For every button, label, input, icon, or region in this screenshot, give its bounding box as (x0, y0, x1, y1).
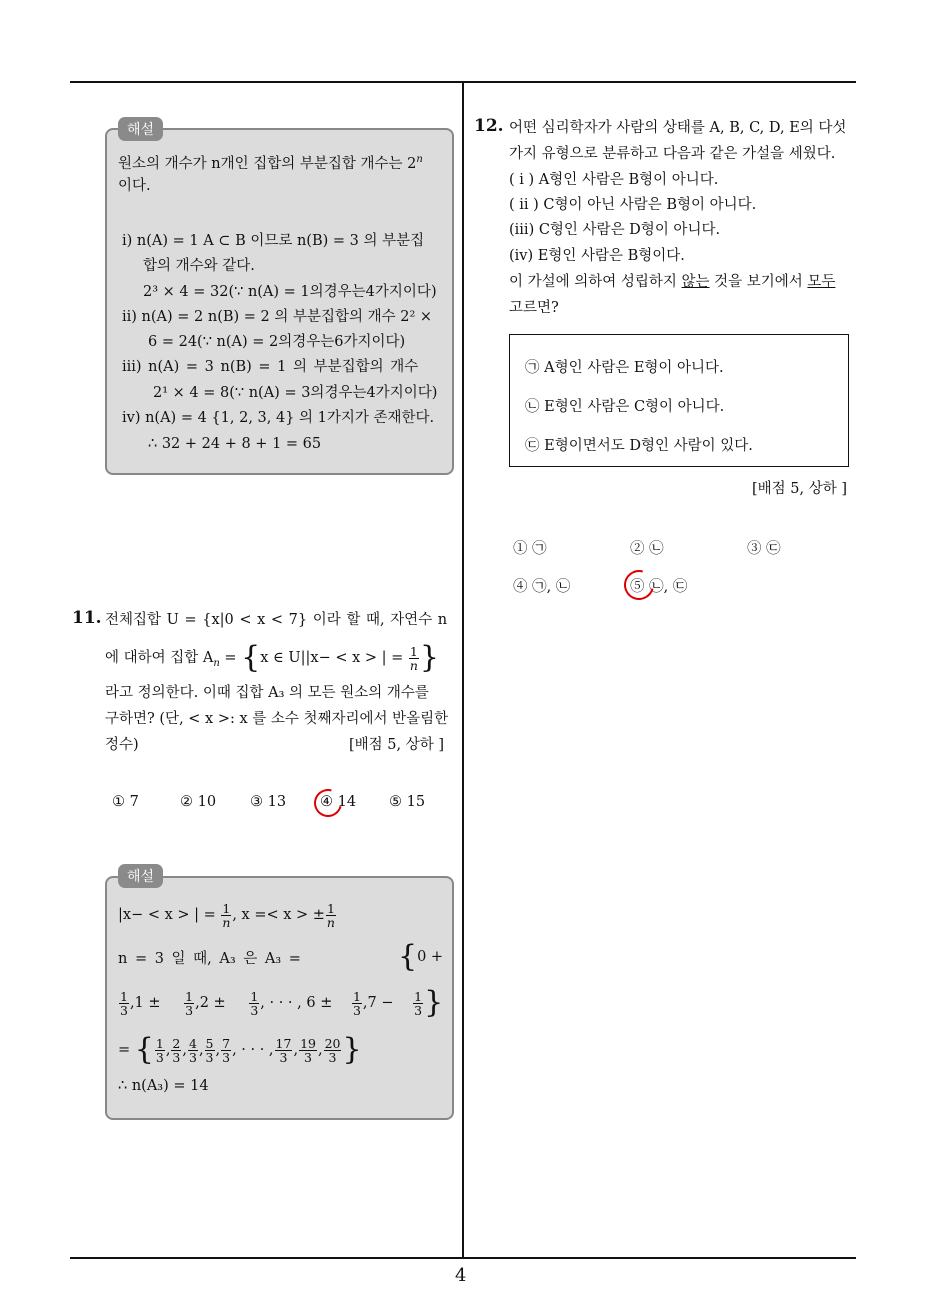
sol2-line2: n = 3 일 때, A₃ 은 A₃ = (118, 951, 301, 967)
q11-number: 11. (72, 608, 102, 628)
q12-line2: 가지 유형으로 분류하고 다음과 같은 가설을 세웠다. (509, 146, 836, 162)
q12-line1: 어떤 심리학자가 사람의 상태를 A, B, C, D, E의 다섯 (509, 120, 847, 136)
q11-line5: 정수) (105, 737, 139, 753)
q12-hyp-2: ( ii ) C형이 아닌 사람은 B형이 아니다. (509, 197, 757, 213)
q12-hyp-3: (iii) C형인 사람은 D형이 아니다. (509, 222, 721, 238)
bottom-rule (70, 1257, 856, 1259)
sol2-line3: $\frac{1}{3}$ ,1 ± $\frac{1}{3}$ ,2 ± $\frac{1}{3}$ , · · · , 6 ± $\frac{1}{3}$ ,7 − $\frac{1}{3}$ } (120, 985, 444, 1020)
sol1-line: 6 = 24(∵ n(A) = 2의경우는6가지이다) (148, 334, 406, 350)
q11-choice-5[interactable]: ⑤ 15 (389, 794, 426, 810)
sol1-line: i) n(A) = 1 A ⊂ B 이므로 n(B) = 3 의 부분집 (122, 233, 425, 249)
q11-choice-4[interactable]: ④ 14 (320, 794, 357, 810)
sol1-line: iii) n(A) = 3 n(B) = 1 의 부분집합의 개수 (122, 359, 419, 375)
q11-choice-1[interactable]: ① 7 (112, 794, 139, 810)
sol2-line2-brace: {0 + (398, 939, 444, 974)
sol1-intro-2: 이다. (118, 178, 151, 194)
q11-choice-2[interactable]: ② 10 (180, 794, 217, 810)
sol1-line: 2¹ × 4 = 8(∵ n(A) = 3의경우는4가지이다) (153, 385, 438, 401)
sol1-intro: 원소의 개수가 n개인 집합의 부분집합 개수는 2$^n$ (118, 154, 423, 172)
solution-tag-1: 해설 (118, 117, 163, 141)
q12-hyp-1: ( i ) A형인 사람은 B형이 아니다. (509, 172, 719, 188)
sol1-line: 합의 개수와 같다. (143, 258, 255, 274)
q12-choice-2[interactable]: ② ㉡ (630, 541, 664, 557)
q12-number: 12. (474, 116, 504, 136)
q12-hyp-4: (iv) E형인 사람은 B형이다. (509, 248, 685, 264)
q11-line2: 에 대하여 집합 $A_n = \{x$ ∈ U||x− < x > | = $\frac{1}{n}$ } (105, 640, 439, 675)
sol2-line1: |x− < x > | = $\frac{1}{n}$ , x =< x > ± $\frac{1}{n}$ (118, 900, 335, 930)
sol2-line4: = { $\frac{1}{3}$ , $\frac{2}{3}$ , $\frac{4}{3}$ , $\frac{5}{3}$ , $\frac{7}{3}$ , · · · , $\frac{17}{3}$ , $\frac{19}{3}$ , $\frac{20}{3}$ } (118, 1032, 362, 1067)
q12-box-item-2: ㉡ E형인 사람은 C형이 아니다. (525, 399, 725, 415)
q12-choice-5[interactable]: ⑤ ㉡, ㉢ (630, 579, 688, 595)
q11-line3: 라고 정의한다. 이때 집합 A₃ 의 모든 원소의 개수를 (105, 685, 429, 701)
q12-choice-3[interactable]: ③ ㉢ (747, 541, 781, 557)
column-divider (462, 83, 464, 1258)
q12-line7: 이 가설에 의하여 성립하지 않는 것을 보기에서 모두 (509, 274, 836, 290)
page-number: 4 (455, 1265, 467, 1286)
sol1-line: ii) n(A) = 2 n(B) = 2 의 부분집합의 개수 2² × (122, 309, 433, 325)
sol2-line5: ∴ n(A₃) = 14 (118, 1078, 209, 1094)
q12-score: [배점 5, 상하 ] (752, 481, 848, 497)
q11-line1: 전체집합 U = {x|0 < x < 7} 이라 할 때, 자연수 n (105, 612, 448, 628)
q12-box-item-3: ㉢ E형이면서도 D형인 사람이 있다. (525, 438, 753, 454)
q11-line4: 구하면? (단, < x >: x 를 소수 첫째자리에서 반올림한 (105, 711, 449, 727)
sol1-line: 2³ × 4 = 32(∵ n(A) = 1의경우는4가지이다) (143, 284, 437, 300)
solution-tag-2: 해설 (118, 864, 163, 888)
q11-choice-3[interactable]: ③ 13 (250, 794, 287, 810)
q12-line8: 고르면? (509, 300, 559, 316)
answer-mark-q12 (619, 565, 660, 606)
sol1-line: iv) n(A) = 4 {1, 2, 3, 4} 의 1가지가 존재한다. (122, 410, 435, 426)
sol1-line: ∴ 32 + 24 + 8 + 1 = 65 (148, 436, 322, 452)
q11-score: [배점 5, 상하 ] (349, 737, 445, 753)
q12-box-item-1: ㉠ A형인 사람은 E형이 아니다. (525, 360, 724, 376)
answer-mark-q11 (309, 784, 347, 822)
q12-choice-4[interactable]: ④ ㉠, ㉡ (513, 579, 571, 595)
q12-choice-1[interactable]: ① ㉠ (513, 541, 547, 557)
